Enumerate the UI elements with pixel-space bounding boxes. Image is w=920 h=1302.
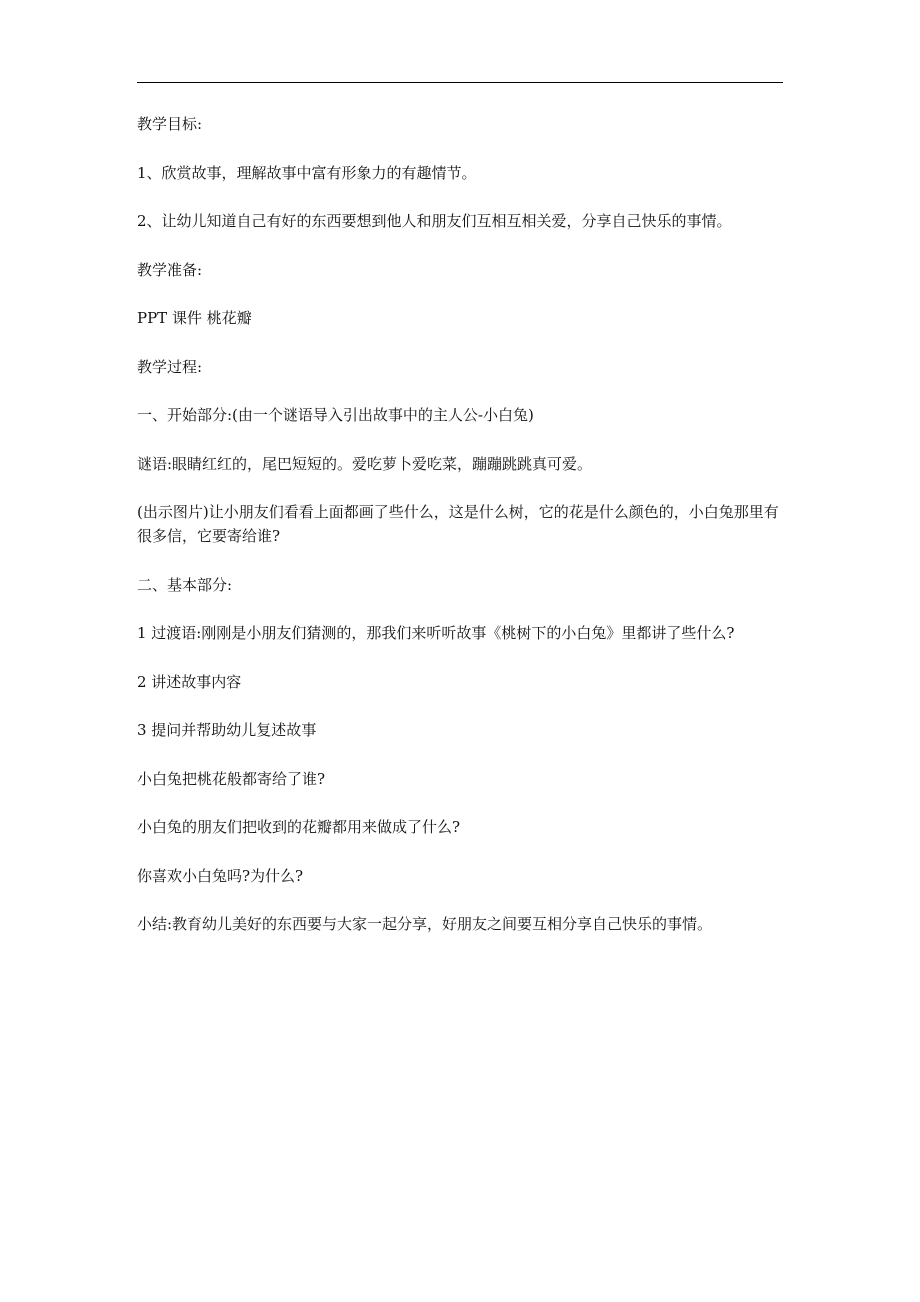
step-3-questions: 3 提问并帮助幼儿复述故事 (137, 721, 317, 739)
header-rule (137, 82, 783, 83)
step-1-transition: 1 过渡语:刚刚是小朋友们猜测的，那我们来听听故事《桃树下的小白兔》里都讲了些什么? (137, 624, 735, 642)
riddle-text: 谜语:眼睛红红的，尾巴短短的。爱吃萝卜爱吃菜，蹦蹦跳跳真可爱。 (137, 454, 593, 473)
question-3: 你喜欢小白兔吗?为什么? (137, 866, 304, 885)
objective-item-2: 2、让幼儿知道自己有好的东西要想到他人和朋友们互相互相关爱，分享自己快乐的事情。 (137, 212, 732, 230)
summary-text: 小结:教育幼儿美好的东西要与大家一起分享，好朋友之间要互相分享自己快乐的事情。 (137, 915, 713, 933)
step-2-story: 2 讲述故事内容 (137, 672, 242, 691)
process-part-1-heading: 一、开始部分:(由一个谜语导入引出故事中的主人公-小白兔) (137, 406, 534, 424)
picture-discussion: (出示图片)让小朋友们看看上面都画了些什么，这是什么树，它的花是什么颜色的，小白兔那里有很多信，它要寄给谁? (137, 503, 779, 545)
section-heading-process: 教学过程: (137, 357, 203, 376)
question-1: 小白兔把桃花般都寄给了谁? (137, 769, 326, 788)
section-heading-objectives: 教学目标: (137, 115, 203, 133)
preparation-materials: PPT 课件 桃花瓣 (137, 309, 252, 327)
objective-item-1: 1、欣赏故事，理解故事中富有形象力的有趣情节。 (137, 163, 477, 182)
document-body (137, 112, 787, 961)
question-2: 小白兔的朋友们把收到的花瓣都用来做成了什么? (137, 818, 461, 836)
section-heading-preparation: 教学准备: (137, 260, 203, 279)
process-part-2-heading: 二、基本部分: (137, 575, 233, 594)
